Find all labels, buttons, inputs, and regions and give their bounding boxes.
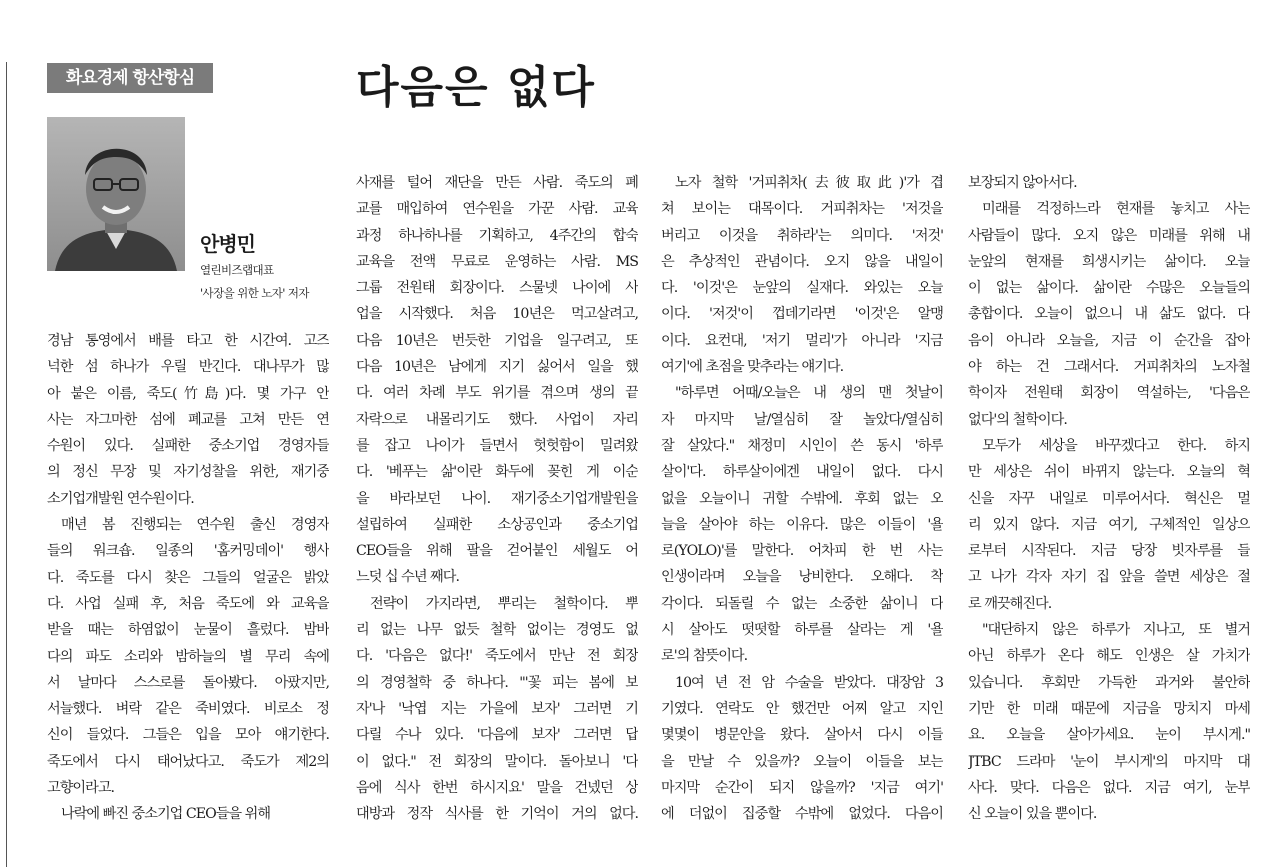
body-line: 만 세상은 쉬이 바뀌지 않는다. 오늘의 혁 [968, 464, 1250, 481]
body-line: 사는 자그마한 섬에 폐교를 고쳐 만든 연 [47, 411, 329, 428]
body-line: 에 더없이 집중할 수밖에 없었다. 다음이 [661, 806, 943, 823]
body-line: 신이 들었다. 그들은 입을 모아 얘기한다. [47, 727, 329, 744]
section-label: 화요경제 항산항심 [47, 63, 213, 93]
body-line: 몇몇이 병문안을 왔다. 살아서 다시 이들 [661, 727, 943, 744]
body-line: 학이자 전원태 회장이 역설하는, '다음은 [968, 385, 1250, 402]
body-line: 이다. 요컨대, '저기 멀리'가 아니라 '지금 [661, 332, 943, 349]
page-left-rule [6, 62, 7, 867]
body-line: 수원이 있다. 실패한 중소기업 경영자들 [47, 438, 329, 455]
body-line: 리 없는 나무 없듯 철학 없이는 경영도 없 [356, 622, 638, 639]
body-line: 들의 워크숍. 일종의 '홈커밍데이' 행사 [47, 543, 329, 560]
body-line: 리 있지 않다. 지금 여기, 구체적인 일상으 [968, 516, 1250, 533]
body-line: 다. '이것'은 눈앞의 실재다. 와있는 오늘 [661, 280, 943, 297]
body-line: 시 살아도 떳떳할 하루를 살라는 게 '욜 [661, 622, 943, 639]
body-line: 죽도에서 다시 태어났다고. 죽도가 제2의 [47, 753, 329, 770]
body-line: 마지막 순간이 되지 않을까? '지금 여기' [661, 779, 943, 796]
body-line: 업을 시작했다. 처음 10년은 먹고살려고, [356, 306, 638, 323]
body-line: 아닌 하루가 온다 해도 인생은 살 가치가 [968, 648, 1250, 665]
author-title: 열린비즈랩대표 [200, 263, 274, 277]
body-line: 기만 한 미래 때문에 지금을 망치지 마세 [968, 700, 1250, 717]
body-line: 자'나 '낙엽 지는 가을에 보자' 그러면 기 [356, 700, 638, 717]
body-line: 매년 봄 진행되는 연수원 출신 경영자 [61, 517, 329, 534]
body-line: 서늘했다. 벼락 같은 죽비였다. 비로소 정 [47, 701, 329, 718]
author-book: '사장을 위한 노자' 저자 [200, 286, 309, 300]
body-line: 음이 아니라 오늘을, 지금 이 순간을 잡아 [968, 332, 1250, 349]
body-line: 야 하는 건 그래서다. 거피취차의 노자철 [968, 359, 1250, 376]
body-line: 느덧 십 수년 째다. [356, 569, 459, 586]
body-column-3 [661, 170, 943, 827]
body-line: 넉한 섬 하나가 우릴 반긴다. 대나무가 많 [47, 359, 329, 376]
body-line: 눈앞의 현재를 희생시키는 삶이다. 오늘 [968, 253, 1250, 270]
body-line: 이 없다." 전 회장의 말이다. 돌아보니 '다 [356, 753, 638, 770]
body-line: 쳐 보이는 대목이다. 거피취차는 '저것을 [661, 201, 943, 218]
body-line: 신을 자꾸 내일로 미루어서다. 혁신은 멀 [968, 490, 1250, 507]
body-line: "대단하지 않은 하루가 지나고, 또 별거 [982, 622, 1250, 639]
body-line: 없을 오늘이니 귀할 수밖에. 후회 없는 오 [661, 490, 943, 507]
body-line: 그룹 전원태 회장이다. 스물넷 나이에 사 [356, 280, 638, 297]
body-line: 노자 철학 '거피취차(去彼取此)'가 겹 [675, 175, 943, 191]
body-line: 모두가 세상을 바꾸겠다고 한다. 하지 [982, 437, 1250, 454]
body-line: 로부터 시작된다. 지금 당장 빗자루를 들 [968, 543, 1250, 560]
body-line: 잘 살았다." 채정미 시인이 쓴 동시 '하루 [661, 437, 943, 454]
body-line: "하루면 어때/오늘은 내 생의 맨 첫날이 [675, 385, 943, 402]
body-column-4 [968, 170, 1250, 827]
body-line: 아 붙은 이름, 죽도(竹島)다. 몇 가구 안 [47, 385, 329, 402]
body-line: 이다. '저것'이 껍데기라면 '이것'은 알맹 [661, 306, 943, 323]
author-name: 안병민 [200, 232, 255, 256]
body-line: 미래를 걱정하느라 현재를 놓치고 사는 [982, 201, 1250, 218]
body-line: 교육을 전액 무료로 운영하는 사람. MS [356, 253, 638, 270]
body-line: 다. '베푸는 삶'이란 화두에 꽂힌 게 이순 [356, 464, 638, 481]
body-line: 살이'다. 하루살이에겐 내일이 없다. 다시 [661, 464, 943, 481]
body-line: 받을 때는 하염없이 눈물이 흘렀다. 밤바 [47, 622, 329, 639]
body-line: 버리고 이것을 취하라'는 의미다. '저것' [661, 227, 943, 244]
body-line: 은 추상적인 관념이다. 오지 않을 내일이 [661, 253, 943, 270]
body-line: 다. 죽도를 다시 찾은 그들의 얼굴은 밝았 [47, 569, 329, 586]
body-line: 늘을 살아야 하는 이유다. 많은 이들이 '욜 [661, 516, 943, 533]
body-line: 전략이 가지라면, 뿌리는 철학이다. 뿌 [370, 595, 638, 612]
author-photo [47, 117, 185, 271]
body-line: 과정 하나하나를 기획하고, 4주간의 합숙 [356, 227, 638, 244]
body-line: 대방과 정작 식사를 한 기억이 거의 없다. [356, 806, 638, 823]
body-line: 없다'의 철학이다. [968, 411, 1067, 428]
body-line: 인생이라며 오늘을 낭비한다. 오해다. 착 [661, 569, 943, 586]
body-line: 을 바라보던 나이. 재기중소기업개발원을 [356, 490, 638, 507]
body-line: 신 오늘이 있을 뿐이다. [968, 806, 1097, 823]
body-line: 고 나가 각자 자기 집 앞을 쓸면 세상은 절 [968, 569, 1250, 586]
body-line: 의 경영철학 중 하나다. "'꽃 피는 봄에 보 [356, 674, 638, 691]
body-line: 의 정신 무장 및 자기성찰을 위한, 재기중 [47, 464, 329, 481]
body-line: 교를 매입하여 연수원을 가꾼 사람. 교육 [356, 201, 638, 218]
body-line: 다음 10년은 번듯한 기업을 일구려고, 또 [356, 332, 638, 349]
body-line: 음에 식사 한번 하시지요' 말을 건넸던 상 [356, 779, 638, 796]
body-line: 로'의 참뜻이다. [661, 648, 748, 665]
body-line: 서 날마다 스스로를 돌아봤다. 아팠지만, [47, 674, 329, 691]
body-line: 소기업개발원 연수원이다. [47, 490, 194, 507]
body-line: 로(YOLO)'를 말한다. 어차피 한 번 사는 [661, 543, 943, 560]
body-line: 다. '다음은 없다!' 죽도에서 만난 전 회장 [356, 648, 638, 665]
body-line: 여기'에 초점을 맞추라는 얘기다. [661, 359, 844, 376]
body-column-1 [47, 328, 329, 828]
body-line: 다. 여러 차례 부도 위기를 겪으며 생의 끝 [356, 385, 638, 402]
body-line: 을 만날 수 있을까? 오늘이 이들을 보는 [661, 753, 943, 770]
body-line: 를 잡고 나이가 들면서 헛헛함이 밀려왔 [356, 437, 638, 454]
body-line: 10여 년 전 암 수술을 받았다. 대장암 3 [675, 674, 943, 691]
body-line: 기였다. 연락도 안 했건만 어찌 알고 지인 [661, 700, 943, 717]
body-line: 다음 10년은 남에게 지기 싫어서 일을 했 [356, 359, 638, 376]
body-line: 다의 파도 소리와 밤하늘의 별 무리 속에 [47, 648, 329, 665]
body-line: 사람들이 많다. 오지 않은 미래를 위해 내 [968, 227, 1250, 244]
body-line: 있습니다. 후회만 가득한 과거와 불안하 [968, 674, 1250, 691]
body-line: 사다. 맞다. 다음은 없다. 지금 여기, 눈부 [968, 779, 1250, 796]
body-line: 자락으로 내몰리기도 했다. 사업이 자리 [356, 411, 638, 428]
body-line: 고향이라고. [47, 780, 115, 797]
body-line: 로 깨끗해진다. [968, 595, 1052, 612]
body-line: 이 없는 삶이다. 삶이란 수많은 오늘들의 [968, 280, 1250, 297]
body-line: CEO들을 위해 팔을 걷어붙인 세월도 어 [356, 543, 638, 560]
body-line: 보장되지 않아서다. [968, 175, 1077, 191]
headline: 다음은 없다 [356, 62, 596, 113]
body-line: 요. 오늘을 살아가세요. 눈이 부시게." [968, 727, 1250, 744]
body-line: 사재를 털어 재단을 만든 사람. 죽도의 폐 [356, 175, 638, 191]
body-line: 나락에 빠진 중소기업 CEO들을 위해 [61, 806, 271, 823]
body-line: 총합이다. 오늘이 없으니 내 삶도 없다. 다 [968, 306, 1250, 323]
body-line: 각이다. 되돌릴 수 없는 소중한 삶이니 다 [661, 595, 943, 612]
body-line: JTBC 드라마 '눈이 부시게'의 마지막 대 [968, 753, 1250, 770]
body-line: 다. 사업 실패 후, 처음 죽도에 와 교육을 [47, 595, 329, 612]
body-line: 경남 통영에서 배를 타고 한 시간여. 고즈 [47, 333, 329, 349]
body-line: 설립하여 실패한 소상공인과 중소기업 [356, 516, 638, 533]
body-column-2 [356, 170, 638, 827]
body-line: 자 마지막 날/열심히 잘 놀았다/열심히 [661, 411, 943, 428]
body-line: 다릴 수나 있다. '다음에 보자' 그러면 답 [356, 727, 638, 744]
